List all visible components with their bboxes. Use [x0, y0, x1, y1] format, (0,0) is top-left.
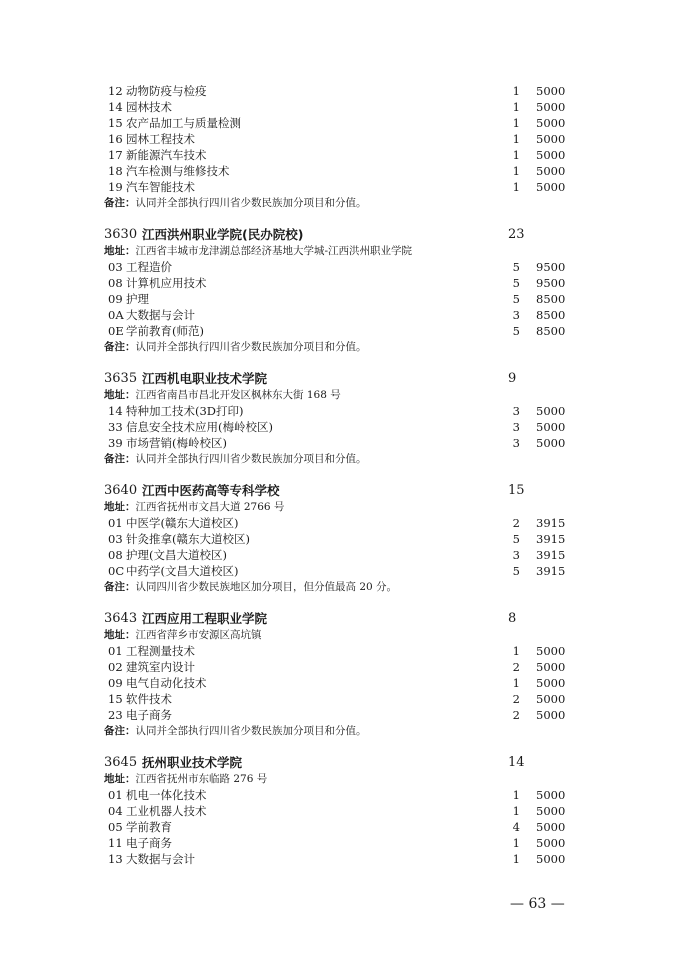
major-name: 新能源汽车技术	[126, 148, 207, 162]
major-code: 01	[108, 788, 123, 802]
major-name: 针灸推拿(赣东大道校区)	[126, 532, 250, 546]
major-code: 05	[108, 820, 123, 834]
tuition-fee: 5000	[536, 692, 566, 706]
tuition-fee: 3915	[536, 548, 566, 562]
major-code: 17	[108, 148, 123, 162]
major-code: 33	[108, 420, 123, 434]
major-name: 特种加工技术(3D打印)	[126, 404, 244, 418]
enrollment-count: 4	[512, 820, 520, 834]
school-id: 3645	[104, 755, 138, 770]
enrollment-count: 5	[512, 564, 520, 578]
remark-label: 备注：	[104, 197, 136, 209]
tuition-fee: 5000	[536, 404, 566, 418]
school-address	[104, 244, 412, 258]
enrollment-count: 1	[512, 100, 520, 114]
major-name: 电气自动化技术	[126, 676, 207, 690]
major-name: 机电一体化技术	[126, 788, 207, 802]
major-name: 汽车检测与维修技术	[126, 164, 230, 178]
remark	[104, 580, 397, 594]
major-name: 电子商务	[126, 836, 172, 850]
remark-label: 备注：	[104, 341, 136, 353]
enrollment-count: 1	[512, 84, 520, 98]
major-row	[0, 99, 680, 115]
remark-text: 认同并全部执行四川省少数民族加分项目和分值。	[135, 197, 367, 209]
tuition-fee: 3915	[536, 516, 566, 530]
tuition-fee: 5000	[536, 436, 566, 450]
major-name: 中医学(赣东大道校区)	[126, 516, 239, 530]
enrollment-count: 1	[512, 644, 520, 658]
major-row	[0, 563, 680, 579]
tuition-fee: 8500	[536, 292, 566, 306]
enrollment-count: 2	[512, 660, 520, 674]
school-address	[104, 388, 341, 402]
tuition-fee: 5000	[536, 148, 566, 162]
remark	[104, 196, 367, 210]
major-name: 汽车智能技术	[126, 180, 195, 194]
enrollment-count: 2	[512, 708, 520, 722]
major-row	[0, 835, 680, 851]
tuition-fee: 5000	[536, 852, 566, 866]
address-label: 地址：	[104, 389, 136, 401]
enrollment-count: 3	[512, 308, 520, 322]
major-name: 工程造价	[126, 260, 172, 274]
tuition-fee: 3915	[536, 564, 566, 578]
major-name: 软件技术	[126, 692, 172, 706]
major-code: 15	[108, 692, 123, 706]
school-header	[104, 226, 644, 244]
major-name: 计算机应用技术	[126, 276, 207, 290]
tuition-fee: 9500	[536, 276, 566, 290]
school-total: 23	[508, 227, 525, 242]
major-name: 动物防疫与检疫	[126, 84, 207, 98]
major-name: 大数据与会计	[126, 852, 195, 866]
address-label: 地址：	[104, 245, 136, 257]
tuition-fee: 5000	[536, 180, 566, 194]
address-text: 江西省抚州市文昌大道 2766 号	[135, 501, 285, 513]
major-row	[0, 531, 680, 547]
enrollment-count: 1	[512, 836, 520, 850]
remark-text: 认同并全部执行四川省少数民族加分项目和分值。	[135, 725, 367, 737]
tuition-fee: 5000	[536, 420, 566, 434]
remark-text: 认同并全部执行四川省少数民族加分项目和分值。	[135, 453, 367, 465]
major-code: 0C	[108, 564, 125, 578]
school-id: 3643	[104, 611, 138, 626]
major-code: 39	[108, 436, 123, 450]
major-row	[0, 115, 680, 131]
major-name: 园林技术	[126, 100, 172, 114]
remark-label: 备注：	[104, 453, 136, 465]
tuition-fee: 8500	[536, 324, 566, 338]
tuition-fee: 5000	[536, 820, 566, 834]
major-row	[0, 707, 680, 723]
school-name: 江西洪州职业学院(民办院校)	[142, 227, 304, 242]
enrollment-count: 5	[512, 532, 520, 546]
major-row	[0, 691, 680, 707]
major-row	[0, 323, 680, 339]
tuition-fee: 5000	[536, 644, 566, 658]
tuition-fee: 5000	[536, 100, 566, 114]
major-row	[0, 307, 680, 323]
remark-label: 备注：	[104, 725, 136, 737]
major-row	[0, 675, 680, 691]
enrollment-count: 1	[512, 788, 520, 802]
enrollment-count: 1	[512, 804, 520, 818]
major-row	[0, 179, 680, 195]
major-code: 03	[108, 532, 123, 546]
major-row	[0, 403, 680, 419]
major-code: 18	[108, 164, 123, 178]
school-address	[104, 628, 262, 642]
major-row	[0, 131, 680, 147]
tuition-fee: 5000	[536, 708, 566, 722]
major-row	[0, 147, 680, 163]
enrollment-count: 2	[512, 692, 520, 706]
enrollment-count: 1	[512, 164, 520, 178]
enrollment-count: 3	[512, 548, 520, 562]
major-code: 23	[108, 708, 123, 722]
enrollment-count: 5	[512, 260, 520, 274]
major-name: 学前教育	[126, 820, 172, 834]
address-label: 地址：	[104, 629, 136, 641]
major-code: 14	[108, 404, 123, 418]
major-row	[0, 419, 680, 435]
enrollment-count: 5	[512, 324, 520, 338]
enrollment-count: 5	[512, 276, 520, 290]
school-id: 3640	[104, 483, 138, 498]
major-name: 市场营销(梅岭校区)	[126, 436, 227, 450]
remark-text: 认同并全部执行四川省少数民族加分项目和分值。	[135, 341, 367, 353]
enrollment-count: 2	[512, 516, 520, 530]
major-row	[0, 163, 680, 179]
major-name: 护理(文昌大道校区)	[126, 548, 227, 562]
school-name: 江西应用工程职业学院	[142, 611, 268, 626]
school-name: 抚州职业技术学院	[142, 755, 243, 770]
enrollment-count: 3	[512, 404, 520, 418]
tuition-fee: 5000	[536, 804, 566, 818]
school-address	[104, 500, 284, 514]
tuition-fee: 5000	[536, 164, 566, 178]
remark	[104, 340, 367, 354]
school-name: 江西机电职业技术学院	[142, 371, 268, 386]
address-label: 地址：	[104, 773, 136, 785]
major-row	[0, 259, 680, 275]
school-header	[104, 370, 644, 388]
school-total: 15	[508, 483, 525, 498]
remark-label: 备注：	[104, 581, 136, 593]
page-number: — 63 —	[510, 896, 565, 912]
major-name: 工程测量技术	[126, 644, 195, 658]
remark	[104, 452, 367, 466]
major-name: 信息安全技术应用(梅岭校区)	[126, 420, 273, 434]
major-name: 建筑室内设计	[126, 660, 195, 674]
tuition-fee: 5000	[536, 788, 566, 802]
major-code: 01	[108, 516, 123, 530]
address-text: 江西省南昌市昌北开发区枫林东大街 168 号	[135, 389, 341, 401]
major-row	[0, 803, 680, 819]
tuition-fee: 5000	[536, 116, 566, 130]
address-label: 地址：	[104, 501, 136, 513]
major-code: 09	[108, 676, 123, 690]
enrollment-count: 1	[512, 148, 520, 162]
major-row	[0, 659, 680, 675]
major-name: 农产品加工与质量检测	[126, 116, 241, 130]
tuition-fee: 8500	[536, 308, 566, 322]
major-row	[0, 435, 680, 451]
major-code: 08	[108, 276, 123, 290]
tuition-fee: 3915	[536, 532, 566, 546]
address-text: 江西省抚州市东临路 276 号	[135, 773, 268, 785]
major-code: 13	[108, 852, 123, 866]
major-row	[0, 851, 680, 867]
major-name: 护理	[126, 292, 149, 306]
tuition-fee: 5000	[536, 676, 566, 690]
major-code: 16	[108, 132, 123, 146]
tuition-fee: 9500	[536, 260, 566, 274]
major-name: 工业机器人技术	[126, 804, 207, 818]
address-text: 江西省丰城市龙津湖总部经济基地大学城-江西洪州职业学院	[135, 245, 413, 257]
enrollment-count: 3	[512, 436, 520, 450]
major-row	[0, 787, 680, 803]
enrollment-count: 1	[512, 852, 520, 866]
major-code: 04	[108, 804, 123, 818]
major-row	[0, 83, 680, 99]
major-name: 电子商务	[126, 708, 172, 722]
enrollment-count: 1	[512, 132, 520, 146]
major-code: 03	[108, 260, 123, 274]
enrollment-count: 5	[512, 292, 520, 306]
major-code: 11	[108, 836, 123, 850]
school-total: 14	[508, 755, 525, 770]
major-name: 中药学(文昌大道校区)	[126, 564, 239, 578]
remark	[104, 724, 367, 738]
school-address	[104, 772, 267, 786]
major-code: 15	[108, 116, 123, 130]
tuition-fee: 5000	[536, 132, 566, 146]
major-code: 08	[108, 548, 123, 562]
major-code: 09	[108, 292, 123, 306]
major-row	[0, 275, 680, 291]
major-name: 大数据与会计	[126, 308, 195, 322]
major-code: 12	[108, 84, 123, 98]
tuition-fee: 5000	[536, 660, 566, 674]
enrollment-count: 1	[512, 180, 520, 194]
major-row	[0, 291, 680, 307]
school-total: 9	[508, 371, 517, 386]
major-row	[0, 515, 680, 531]
major-code: 0A	[108, 308, 124, 322]
major-row	[0, 643, 680, 659]
major-row	[0, 547, 680, 563]
major-row	[0, 819, 680, 835]
enrollment-count: 1	[512, 676, 520, 690]
major-code: 01	[108, 644, 123, 658]
school-header	[104, 754, 644, 772]
major-code: 0E	[108, 324, 124, 338]
tuition-fee: 5000	[536, 84, 566, 98]
major-name: 园林工程技术	[126, 132, 195, 146]
major-code: 19	[108, 180, 123, 194]
major-code: 02	[108, 660, 123, 674]
major-name: 学前教育(师范)	[126, 324, 204, 338]
school-id: 3635	[104, 371, 138, 386]
school-header	[104, 482, 644, 500]
school-header	[104, 610, 644, 628]
tuition-fee: 5000	[536, 836, 566, 850]
address-text: 江西省萍乡市安源区高坑镇	[135, 629, 262, 641]
school-total: 8	[508, 611, 517, 626]
enrollment-count: 3	[512, 420, 520, 434]
enrollment-count: 1	[512, 116, 520, 130]
school-id: 3630	[104, 227, 138, 242]
remark-text: 认同四川省少数民族地区加分项目，但分值最高 20 分。	[135, 581, 398, 593]
major-code: 14	[108, 100, 123, 114]
school-name: 江西中医药高等专科学校	[142, 483, 280, 498]
